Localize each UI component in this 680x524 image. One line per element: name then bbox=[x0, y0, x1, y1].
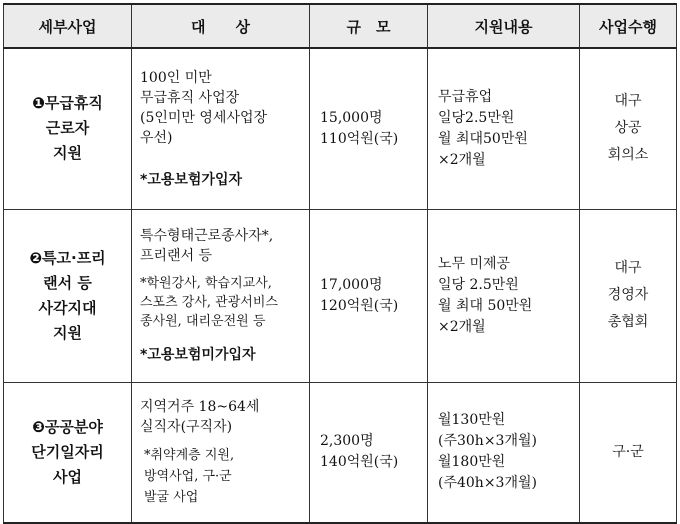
header-program: 세부사업 bbox=[4, 4, 132, 48]
table-row bbox=[4, 382, 677, 523]
support-cell: 월130만원 (주30h×3개월) 월180만원 (주40h×3개월) bbox=[428, 382, 580, 523]
header-organization: 사업수행 bbox=[580, 4, 677, 48]
scale-cell: 17,000명 120억원(국) bbox=[310, 209, 428, 382]
program-name: ❷특고·프리 랜서 등 사각지대 지원 bbox=[4, 209, 132, 382]
support-cell: 무급휴업 일당2.5만원 월 최대50만원 ×2개월 bbox=[428, 48, 580, 209]
target-note: *고용보험미가입자 bbox=[140, 347, 256, 363]
table-row bbox=[4, 209, 677, 382]
target-cell: 특수형태근로종사자*, 프리랜서 등 *학원강사, 학습지교사, 스포츠 강사, 관광서비스 종사원, 대리운전원 등 *고용보험미가입자 bbox=[132, 209, 310, 382]
scale-cell: 2,300명 140억원(국) bbox=[310, 382, 428, 523]
target-cell: 지역거주 18~64세 실직자(구직자) *취약계층 지원, 방역사업, 구·군 발굴 사업 bbox=[132, 382, 310, 523]
target-note: *고용보험가입자 bbox=[140, 171, 242, 188]
support-cell: 노무 미제공 일당 2.5만원 월 최대 50만원 ×2개월 bbox=[428, 209, 580, 382]
program-name: ❶무급휴직 근로자 지원 bbox=[4, 48, 132, 209]
organization-cell: 대구 상공 회의소 bbox=[580, 48, 677, 209]
organization-cell: 대구 경영자 총협회 bbox=[580, 209, 677, 382]
organization-cell: 구·군 bbox=[580, 382, 677, 523]
header-support: 지원내용 bbox=[428, 4, 580, 48]
scale-cell: 15,000명 110억원(국) bbox=[310, 48, 428, 209]
header-target: 대 상 bbox=[132, 4, 310, 48]
support-program-table bbox=[3, 3, 677, 524]
header-row bbox=[4, 4, 677, 48]
header-scale: 규 모 bbox=[310, 4, 428, 48]
table-row bbox=[4, 48, 677, 209]
program-name: ❸공공분야 단기일자리 사업 bbox=[4, 382, 132, 523]
target-cell: 100인 미만 무급휴직 사업장 (5인미만 영세사업장 우선) *고용보험가입자 bbox=[132, 48, 310, 209]
